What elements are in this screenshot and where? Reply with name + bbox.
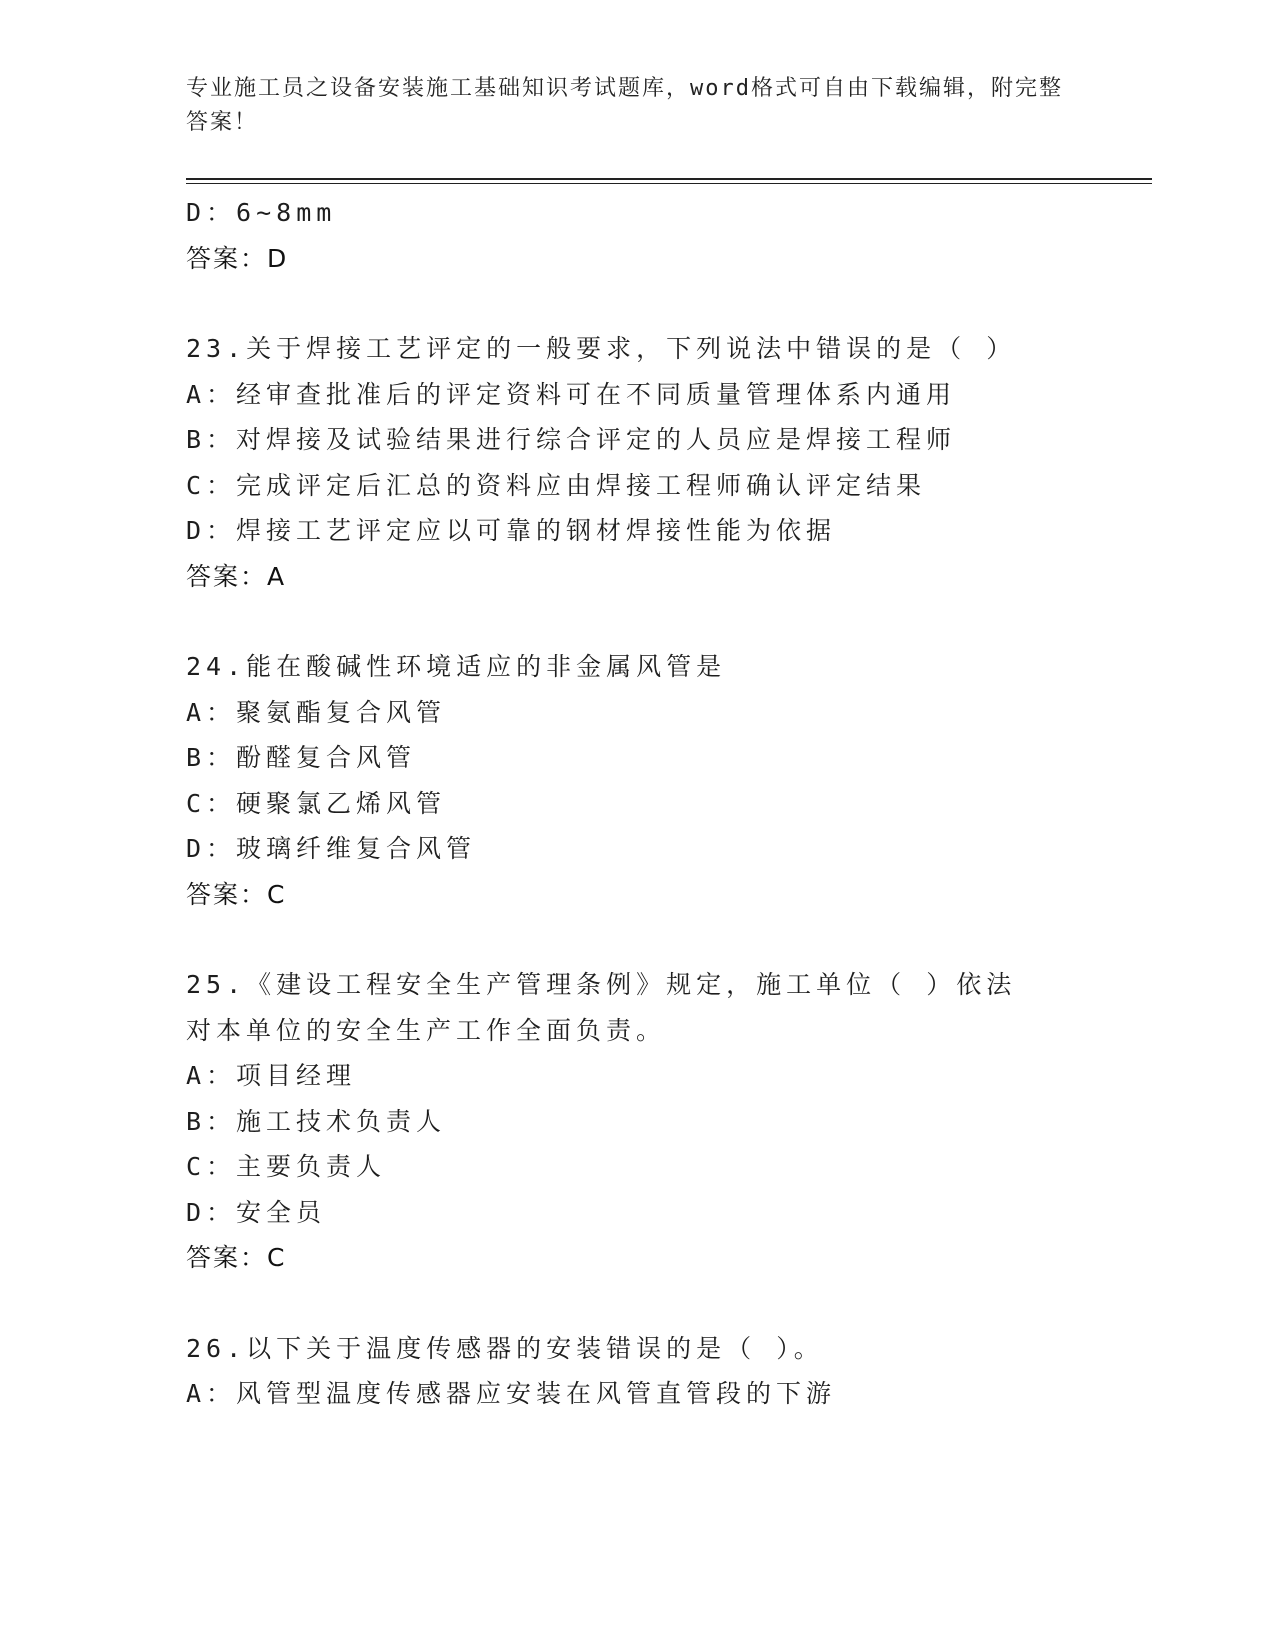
question-stem: 25.《建设工程安全生产管理条例》规定，施工单位（ ）依法对本单位的安全生产工作全面负责。 (186, 970, 1017, 1045)
question-25 (186, 962, 1086, 1281)
question-stem: 26.以下关于温度传感器的安装错误的是（ ）。 (186, 1333, 824, 1363)
option-a: A：经审查批准后的评定资料可在不同质量管理体系内通用 (186, 379, 957, 409)
question-list (186, 190, 1086, 1417)
spacer (186, 1281, 1086, 1326)
question-24 (186, 644, 1086, 917)
answer-line: 答案：D (186, 243, 289, 273)
answer-line: 答案：C (186, 1243, 287, 1272)
option-b: B：酚醛复合风管 (186, 743, 417, 772)
question-23 (186, 326, 1086, 599)
option-c: C：硬聚氯乙烯风管 (186, 788, 447, 818)
question-26 (186, 1326, 1086, 1417)
answer-line: 答案：C (186, 879, 287, 909)
header-rule-thick (186, 178, 1152, 180)
question-stem: 23.关于焊接工艺评定的一般要求，下列说法中错误的是（ ） (186, 334, 1017, 363)
option-d: D：焊接工艺评定应以可靠的钢材焊接性能为依据 (186, 516, 837, 545)
option-d: D：安全员 (186, 1197, 327, 1227)
option-c: C：主要负责人 (186, 1152, 387, 1181)
option-a: A：聚氨酯复合风管 (186, 697, 447, 727)
option-c: C：完成评定后汇总的资料应由焊接工程师确认评定结果 (186, 470, 927, 500)
spacer (186, 917, 1086, 962)
spacer (186, 281, 1086, 326)
spacer (186, 599, 1086, 644)
option-d: D：6~8mm (186, 198, 337, 227)
option-a: A：风管型温度传感器应安装在风管直管段的下游 (186, 1379, 837, 1408)
document-header: 专业施工员之设备安装施工基础知识考试题库，word格式可自由下载编辑，附完整答案！ (186, 76, 1063, 135)
option-b: B：对焊接及试验结果进行综合评定的人员应是焊接工程师 (186, 425, 957, 454)
answer-line: 答案：A (186, 561, 287, 591)
option-a: A：项目经理 (186, 1061, 357, 1090)
option-d: D：玻璃纤维复合风管 (186, 834, 477, 863)
option-b: B：施工技术负责人 (186, 1106, 447, 1136)
header-rule-thin (186, 183, 1152, 184)
question-fragment (186, 190, 1086, 281)
question-stem: 24.能在酸碱性环境适应的非金属风管是 (186, 652, 727, 681)
